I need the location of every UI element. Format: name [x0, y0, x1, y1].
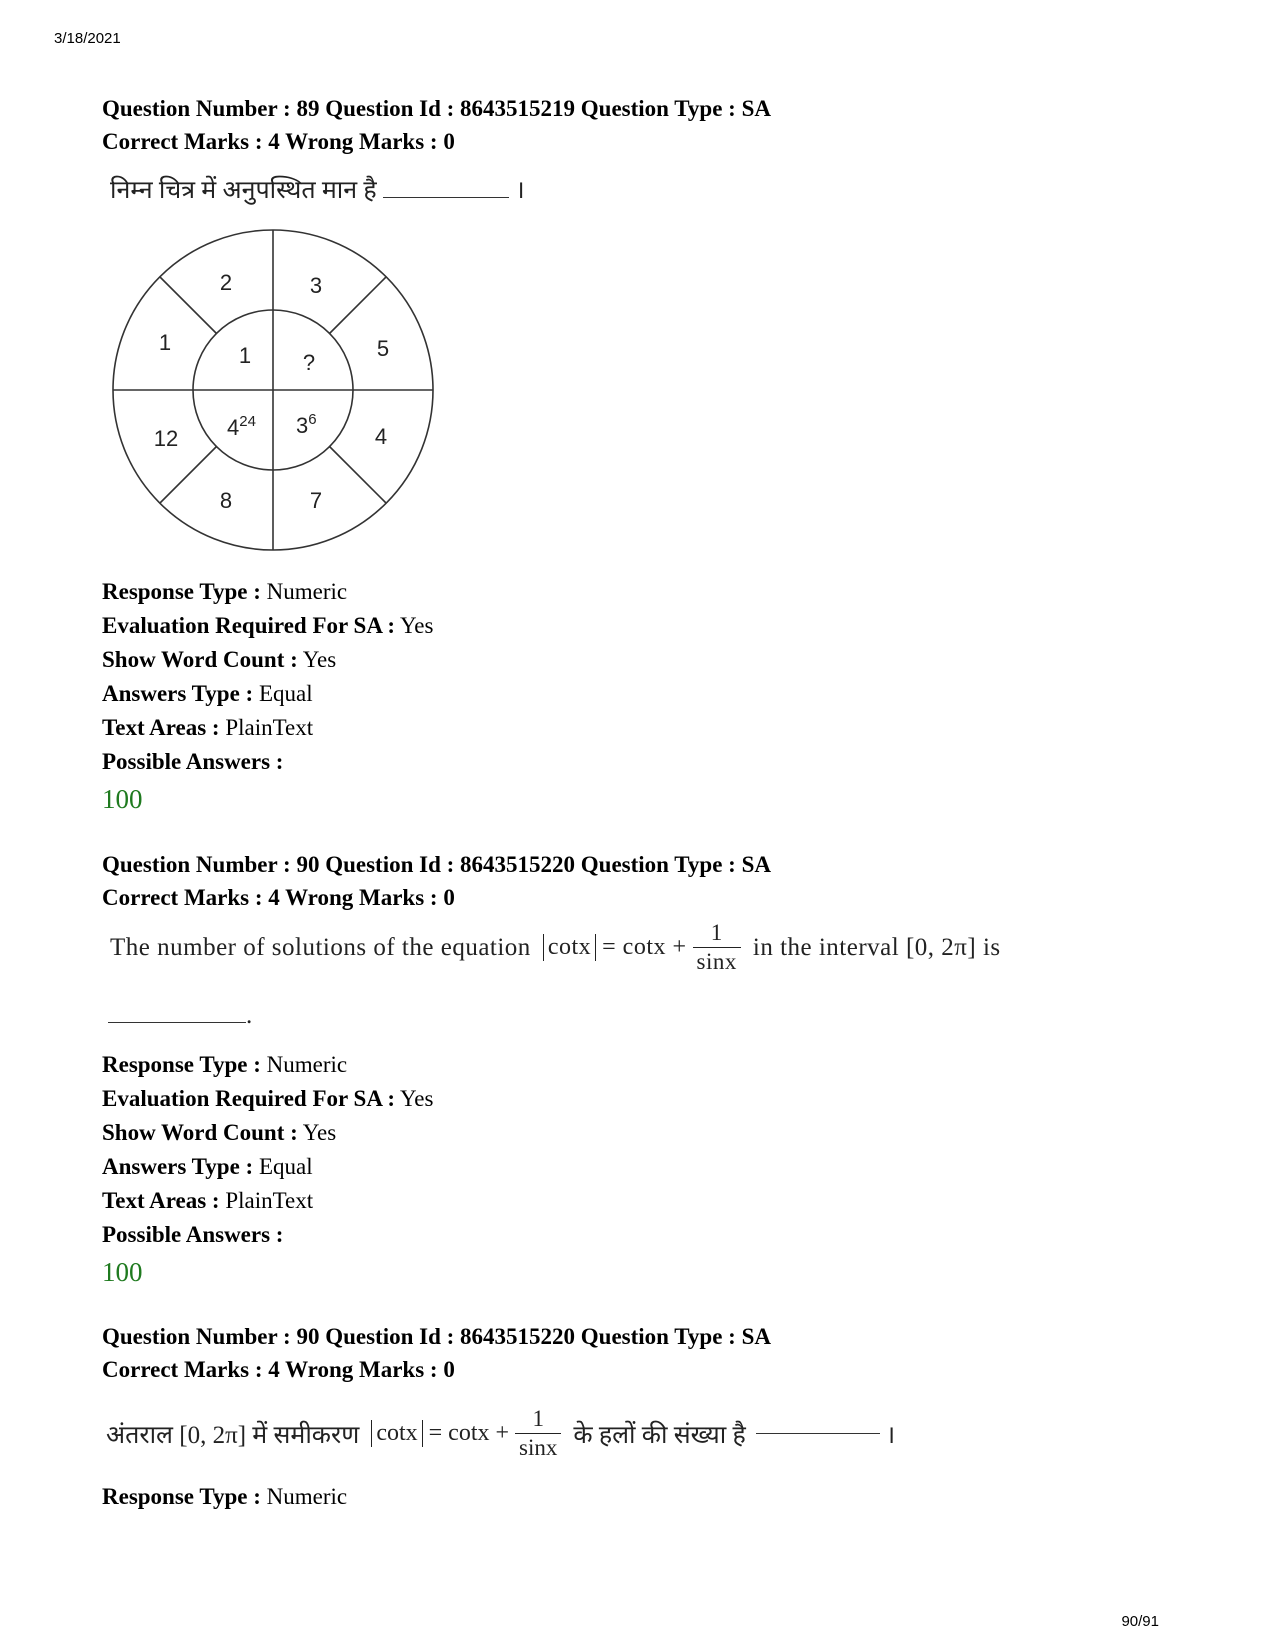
- outer-value: 5: [376, 336, 390, 361]
- fraction: [693, 920, 741, 975]
- outer-value: 4: [374, 424, 388, 449]
- prompt-text-end: के हलों की संख्या है: [573, 1421, 746, 1449]
- fraction-denominator: sinx: [693, 947, 741, 975]
- circle-diagram: [110, 228, 440, 558]
- response-type-row: Response Type : Numeric: [102, 1052, 348, 1077]
- question-header: Question Number : 90 Question Id : 8643515220 Question Type : SA: [102, 852, 771, 877]
- fraction-denominator: sinx: [515, 1433, 561, 1461]
- diagonal-divider: [329, 277, 386, 334]
- possible-answer-value: 100: [102, 1257, 143, 1287]
- diagonal-divider: [160, 446, 217, 503]
- question-89-prompt: [110, 172, 525, 206]
- question-marks: Correct Marks : 4 Wrong Marks : 0: [102, 885, 455, 910]
- question-90-english-prompt: [110, 920, 1170, 975]
- evaluation-row: Evaluation Required For SA : Yes: [102, 613, 434, 638]
- fraction: [515, 1406, 561, 1461]
- diagonal-divider: [329, 446, 386, 503]
- question-90-hindi-prompt: [106, 1406, 895, 1461]
- text-areas-row: Text Areas : PlainText: [102, 715, 314, 740]
- answer-blank: [383, 197, 509, 198]
- prompt-text: निम्न चित्र में अनुपस्थित मान है: [110, 177, 377, 204]
- response-type-row: Response Type : Numeric: [102, 579, 348, 604]
- word-count-row: Show Word Count : Yes: [102, 647, 337, 672]
- answers-type-row: Answers Type : Equal: [102, 681, 313, 706]
- question-90-english-blank: [108, 1002, 252, 1030]
- answer-blank: [108, 1022, 246, 1023]
- outer-value: 12: [153, 426, 179, 451]
- text-areas-row: Text Areas : PlainText: [102, 1188, 314, 1213]
- question-marks: Correct Marks : 4 Wrong Marks : 0: [102, 1357, 455, 1382]
- possible-answer-value: 100: [102, 784, 143, 814]
- possible-answers-row: Possible Answers :: [102, 1222, 284, 1247]
- end-mark: .: [246, 1002, 253, 1029]
- diagonal-divider: [160, 277, 217, 334]
- question-header: Question Number : 90 Question Id : 8643515220 Question Type : SA: [102, 1324, 771, 1349]
- question-90-hindi-details: [102, 1480, 347, 1514]
- missing-value: ?: [302, 350, 316, 375]
- question-90-english: [102, 848, 771, 914]
- abs-term: cotx: [371, 1420, 422, 1447]
- answers-type-row: Answers Type : Equal: [102, 1154, 313, 1179]
- question-90-hindi: [102, 1320, 771, 1386]
- equation-middle: = cotx +: [428, 1420, 510, 1446]
- equation-middle: = cotx +: [602, 934, 687, 960]
- inner-value: 1: [238, 343, 252, 368]
- outer-value: 2: [219, 270, 233, 295]
- inner-value: $3^6$: [296, 411, 317, 438]
- inner-value: $4^{24}$: [227, 413, 256, 440]
- question-89-details: [102, 575, 433, 817]
- evaluation-row: Evaluation Required For SA : Yes: [102, 1086, 434, 1111]
- prompt-text: अंतराल [0, 2π] में समीकरण: [106, 1421, 360, 1449]
- print-date: 3/18/2021: [54, 30, 121, 47]
- response-type-row: Response Type : Numeric: [102, 1484, 348, 1509]
- question-marks: Correct Marks : 4 Wrong Marks : 0: [102, 129, 455, 154]
- fraction-numerator: 1: [532, 1406, 544, 1431]
- outer-value: 3: [309, 273, 323, 298]
- outer-value: 8: [219, 488, 233, 513]
- outer-value: 7: [309, 488, 323, 513]
- question-header: Question Number : 89 Question Id : 8643515219 Question Type : SA: [102, 96, 771, 121]
- outer-value: 1: [158, 330, 172, 355]
- page-number: 90/91: [1121, 1613, 1159, 1630]
- question-89: [102, 92, 771, 158]
- word-count-row: Show Word Count : Yes: [102, 1120, 337, 1145]
- question-90-english-details: [102, 1048, 433, 1290]
- fraction-numerator: 1: [710, 920, 723, 945]
- abs-term: cotx: [543, 934, 596, 961]
- answer-blank: [756, 1433, 880, 1434]
- prompt-text-end: in the interval [0, 2π] is: [752, 933, 1001, 961]
- prompt-text: The number of solutions of the equation: [110, 933, 531, 961]
- possible-answers-row: Possible Answers :: [102, 749, 284, 774]
- end-mark: ।: [885, 1421, 896, 1449]
- end-mark: ।: [515, 177, 525, 204]
